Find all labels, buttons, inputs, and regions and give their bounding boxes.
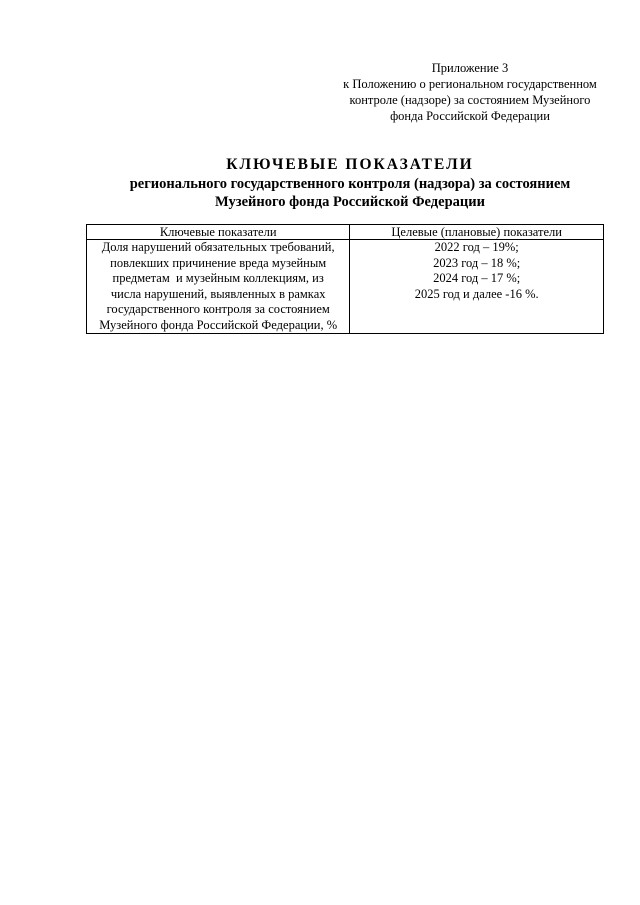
document-title [60,155,640,211]
key-indicators-table [86,224,604,334]
appendix-line: к Положению о региональном государственном [343,77,597,91]
indicator-line: Музейного фонда Российской Федерации, % [99,317,338,332]
header-key-indicators: Ключевые показатели [87,225,350,240]
title-subtitle-line: Музейного фонда Российской Федерации [215,194,485,210]
appendix-line: фонда Российской Федерации [390,109,550,123]
appendix-line: контроле (надзоре) за состоянием Музейного [349,93,591,107]
indicator-line: Доля нарушений обязательных требований, [101,240,335,254]
target-value-2023: 2023 год – 18 %; [433,255,521,270]
appendix-line: Приложение 3 [431,61,509,75]
indicator-line: предметам и музейным коллекциям, из [112,271,324,285]
header-target-indicators: Целевые (плановые) показатели [350,225,604,240]
table-row [87,240,604,334]
indicator-line: числа нарушений, выявленных в рамках [110,286,326,301]
target-value-2024: 2024 год – 17 %; [433,271,521,285]
title-main: КЛЮЧЕВЫЕ ПОКАЗАТЕЛИ [226,156,474,173]
indicator-description-cell [87,240,350,334]
indicator-line: государственного контроля за состоянием [106,302,330,316]
target-value-2022: 2022 год – 19%; [434,240,519,254]
indicator-line: повлекших причинение вреда музейным [110,255,327,270]
target-value-2025: 2025 год и далее -16 %. [414,286,539,301]
target-values-cell [350,240,604,334]
appendix-reference [330,60,610,124]
title-subtitle-line: регионального государственного контроля (надзора) за состоянием [129,176,571,192]
table-header-row [87,225,604,240]
